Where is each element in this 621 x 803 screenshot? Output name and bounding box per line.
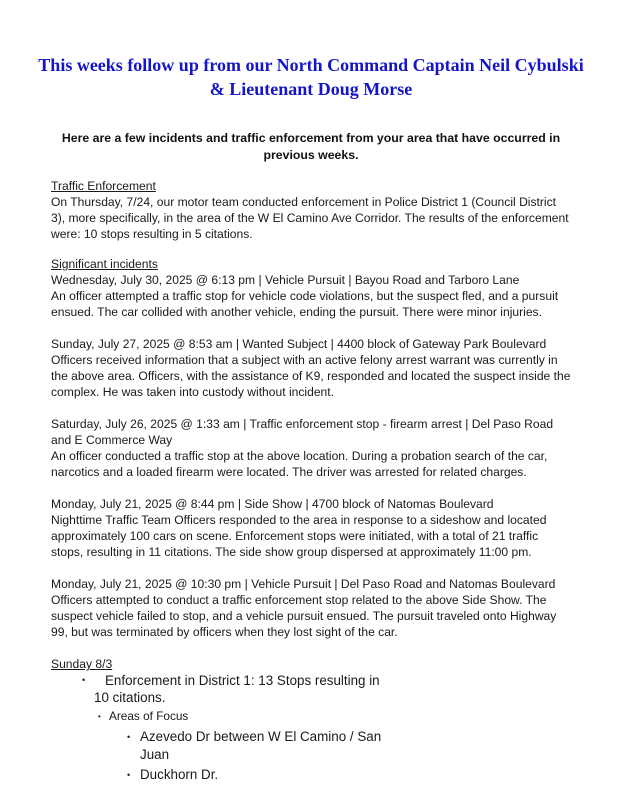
list-item: • Duckhorn Dr. xyxy=(109,766,390,784)
incident-item xyxy=(51,416,571,480)
significant-incidents-heading: Significant incidents xyxy=(51,257,158,271)
incident-body: Officers attempted to conduct a traffic enforcement stop related to the above Side Show. The suspect vehicle failed to stop, and a vehicle pursuit ensued. The pursuit traveled onto Highway 99, but was terminated by officers when they lost sight of the car. xyxy=(51,593,557,639)
incident-item xyxy=(51,496,571,560)
incident-item xyxy=(51,272,571,320)
traffic-enforcement-section xyxy=(51,178,571,242)
incident-body: Nighttime Traffic Team Officers responded to the area in response to a sideshow and located approximately 100 cars on scene. Enforcement stops were initiated, with a total of 21 traffic stops, resulting in 11 citations. The side show group dispersed at approximately 11:00 pm. xyxy=(51,513,547,559)
incident-item xyxy=(51,576,571,640)
list-item: • Azevedo Dr between W El Camino / San Juan xyxy=(109,728,390,764)
areas-of-focus-label: Areas of Focus xyxy=(109,709,189,723)
list-item xyxy=(98,709,394,784)
significant-incidents-section xyxy=(51,256,571,640)
incident-header: Sunday, July 27, 2025 @ 8:53 am | Wanted Subject | 4400 block of Gateway Park Boulevard xyxy=(51,337,547,351)
traffic-enforcement-heading: Traffic Enforcement xyxy=(51,179,156,193)
incident-item xyxy=(51,336,571,400)
incident-body: Officers received information that a subject with an active felony arrest warrant was currently in the above area. Officers, with the assistance of K9, responded and located the suspect inside the complex. He was taken into custody without incident. xyxy=(51,353,571,399)
traffic-enforcement-body: On Thursday, 7/24, our motor team conducted enforcement in Police District 1 (Council District 3), more specifically, in the area of the W El Camino Ave Corridor. The results of the enforcement were: 10 stops resulting in 5 citations. xyxy=(51,195,569,241)
areas-list xyxy=(109,728,394,784)
incident-header: Monday, July 21, 2025 @ 8:44 pm | Side Show | 4700 block of Natomas Boulevard xyxy=(51,497,494,511)
enforcement-summary: Enforcement in District 1: 13 Stops resulting in 10 citations. xyxy=(94,673,380,705)
sunday-section xyxy=(51,656,571,784)
sunday-heading: Sunday 8/3 xyxy=(51,657,113,671)
sunday-bullet-list xyxy=(51,672,571,784)
areas-of-focus-list xyxy=(94,709,394,784)
incident-header: Saturday, July 26, 2025 @ 1:33 am | Traffic enforcement stop - firearm arrest | Del Paso Road and E Commerce Way xyxy=(51,417,554,447)
list-item xyxy=(61,672,394,784)
incident-header: Monday, July 21, 2025 @ 10:30 pm | Vehicle Pursuit | Del Paso Road and Natomas Boulevard xyxy=(51,577,556,591)
page-title: This weeks follow up from our North Command Captain Neil Cybulski & Lieutenant Doug Morse xyxy=(38,55,584,99)
page-subtitle: Here are a few incidents and traffic enforcement from your area that have occurred in previous weeks. xyxy=(61,131,561,162)
incident-header: Wednesday, July 30, 2025 @ 6:13 pm | Vehicle Pursuit | Bayou Road and Tarboro Lane xyxy=(51,273,520,287)
incident-body: An officer attempted a traffic stop for vehicle code violations, but the suspect fled, and a pursuit ensued. The car collided with another vehicle, ending the pursuit. There were minor injuries. xyxy=(51,289,559,319)
incident-body: An officer conducted a traffic stop at the above location. During a probation search of the car, narcotics and a loaded firearm were located. The driver was arrested for related charges. xyxy=(51,449,548,479)
